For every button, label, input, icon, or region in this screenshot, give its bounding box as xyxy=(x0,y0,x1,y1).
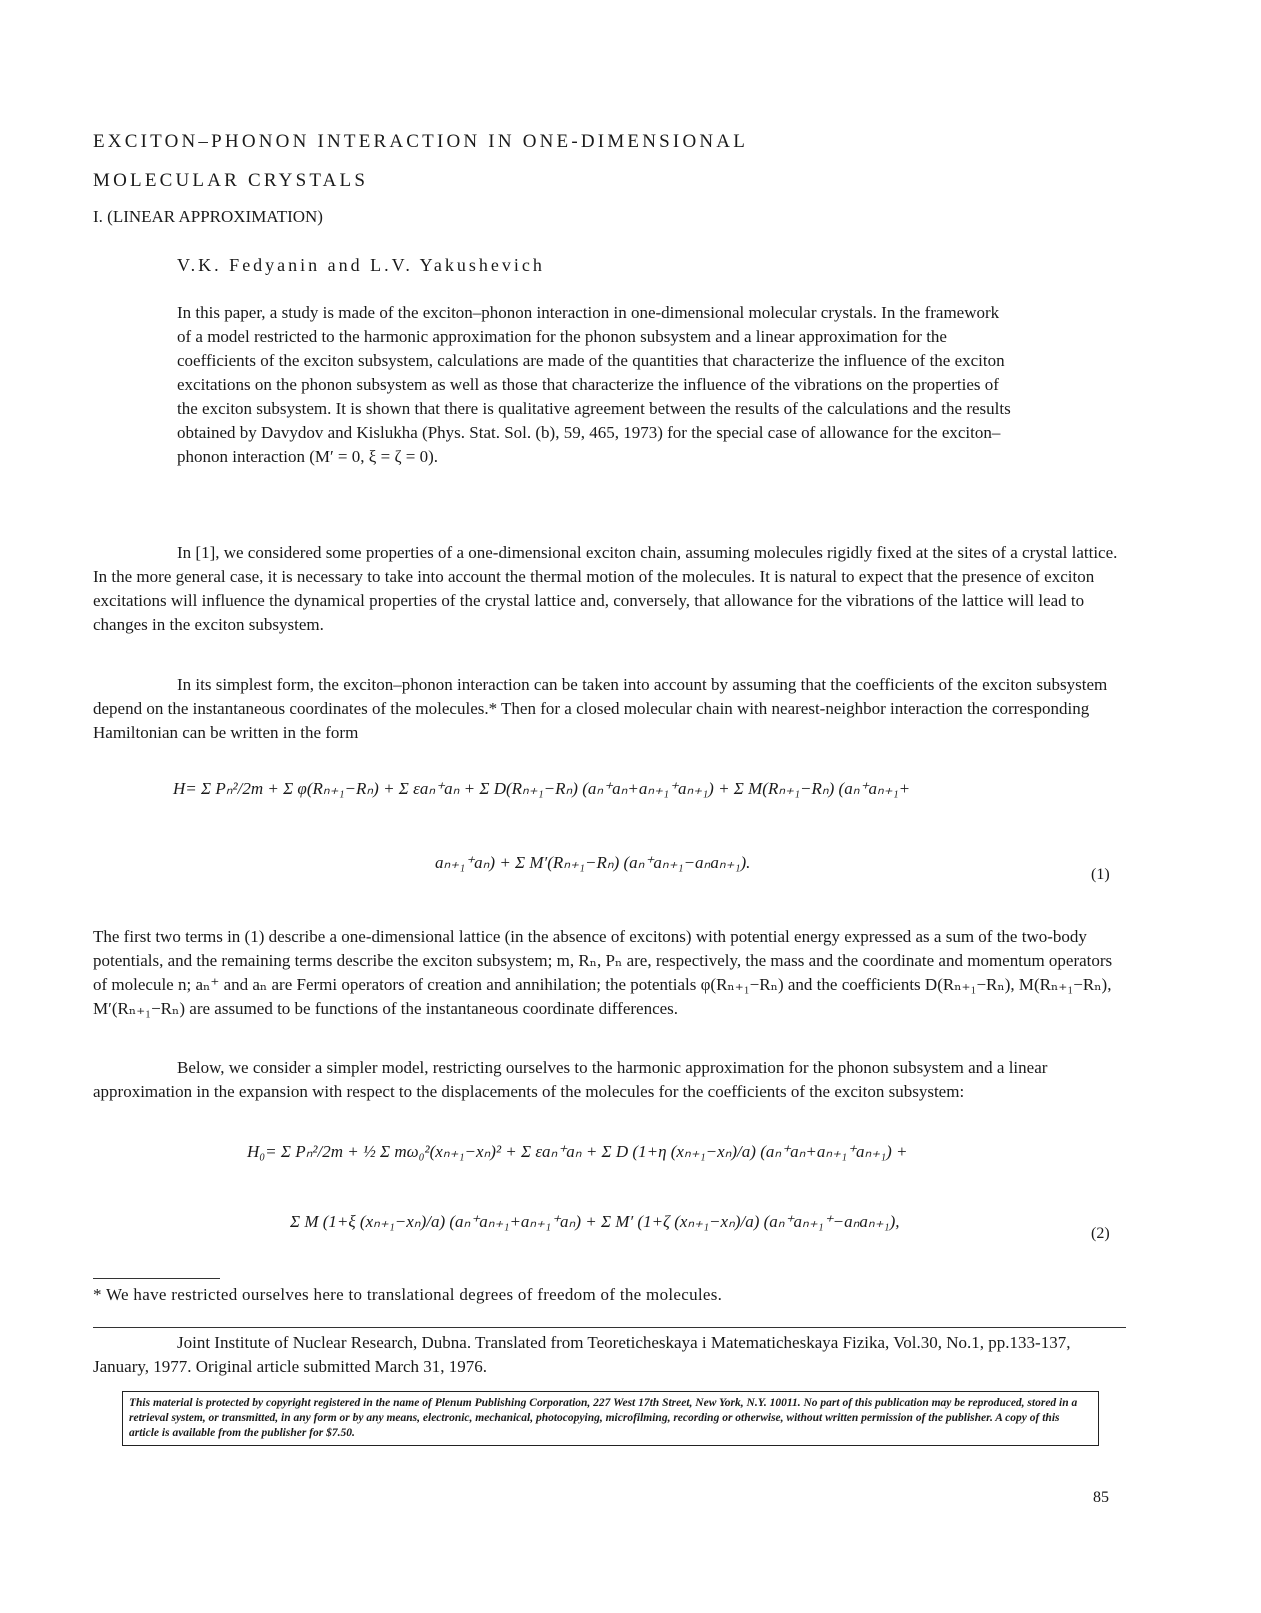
equation-1-line-2: aₙ₊₁⁺aₙ) + Σ M′(Rₙ₊₁−Rₙ) (aₙ⁺aₙ₊₁−aₙaₙ₊₁). xyxy=(435,853,751,872)
page-number: 85 xyxy=(1093,1489,1109,1506)
affiliation xyxy=(93,1331,1123,1379)
equation-2-line-1: H₀= Σ Pₙ²/2m + ½ Σ mω₀²(xₙ₊₁−xₙ)² + Σ εaₙ⁺aₙ + Σ D (1+η (xₙ₊₁−xₙ)/a) (aₙ⁺aₙ+aₙ₊₁⁺aₙ₊₁) + xyxy=(247,1142,908,1161)
paragraph-4-text: Below, we consider a simpler model, restricting ourselves to the harmonic approximation for the phonon subsystem and a linear approximation in the expansion with respect to the displacements of the molecules for the coefficients of the exciton subsystem: xyxy=(93,1058,1048,1101)
paragraph-2-text: In its simplest form, the exciton–phonon interaction can be taken into account by assuming that the coefficients of the exciton subsystem depend on the instantaneous coordinates of the molecules.* Then for a closed molecular chain with nearest-neighbor interaction the corresponding Hamiltonian can be written in the form xyxy=(93,675,1108,742)
affiliation-text: Joint Institute of Nuclear Research, Dubna. Translated from Teoreticheskaya i Matematicheskaya Fizika, Vol.30, No.1, pp.133-137, January, 1977. Original article submitted March 31, 1976. xyxy=(93,1333,1071,1376)
authors: V.K. Fedyanin and L.V. Yakushevich xyxy=(177,255,545,275)
title-line-1: EXCITON–PHONON INTERACTION IN ONE-DIMENSIONAL xyxy=(93,131,749,152)
paragraph-4 xyxy=(93,1056,1123,1104)
equation-1-number: (1) xyxy=(1091,866,1110,883)
paragraph-2 xyxy=(93,673,1123,745)
paragraph-1-text: In [1], we considered some properties of a one-dimensional exciton chain, assuming molecules rigidly fixed at the sites of a crystal lattice. In the more general case, it is necessary to take into account the thermal motion of the molecules. It is natural to expect that the presence of exciton excitations will influence the dynamical properties of the crystal lattice and, conversely, that allowance for the vibrations of the lattice will lead to changes in the exciton subsystem. xyxy=(93,543,1118,634)
equation-2-number: (2) xyxy=(1091,1225,1110,1242)
footnote: * We have restricted ourselves here to translational degrees of freedom of the molecules. xyxy=(93,1285,723,1304)
copyright-notice: This material is protected by copyright registered in the name of Plenum Publishing Corporation, 227 West 17th Street, New York, N.Y. 10011. No part of this publication may be reproduced, stored in a retrieval system, or transmitted, in any form or by any means, electronic, mechanical, photocopying, microfilming, recording or otherwise, without written permission of the publisher. A copy of this article is available from the publisher for $7.50. xyxy=(122,1391,1099,1446)
paragraph-3-text: The first two terms in (1) describe a one-dimensional lattice (in the absence of excitons) with potential energy expressed as a sum of the two-body potentials, and the remaining terms describe the exciton subsystem; m, Rₙ, Pₙ are, respectively, the mass and the coordinate and momentum operators of molecule n; aₙ⁺ and aₙ are Fermi operators of creation and annihilation; the potentials φ(Rₙ₊₁−Rₙ) and the coefficients D(Rₙ₊₁−Rₙ), M(Rₙ₊₁−Rₙ), M′(Rₙ₊₁−Rₙ) are assumed to be functions of the instantaneous coordinate differences. xyxy=(93,927,1113,1018)
abstract-text: In this paper, a study is made of the exciton–phonon interaction in one-dimensional molecular crystals. In the framework of a model restricted to the harmonic approximation for the phonon subsystem and a linear approximation for the coefficients of the exciton subsystem, calculations are made of the quantities that characterize the influence of the exciton excitations on the phonon subsystem as well as those that characterize the influence of the vibrations on the properties of the exciton subsystem. It is shown that there is qualitative agreement between the results of the calculations and the results obtained by Davydov and Kislukha (Phys. Stat. Sol. (b), 59, 465, 1973) for the special case of allowance for the exciton–phonon interaction (M′ = 0, ξ = ζ = 0). xyxy=(177,303,1011,466)
abstract xyxy=(177,301,1017,469)
equation-1-line-1: H= Σ Pₙ²/2m + Σ φ(Rₙ₊₁−Rₙ) + Σ εaₙ⁺aₙ + Σ D(Rₙ₊₁−Rₙ) (aₙ⁺aₙ+aₙ₊₁⁺aₙ₊₁) + Σ M(Rₙ₊₁−Rₙ) (aₙ⁺aₙ₊₁+ xyxy=(173,779,911,798)
footnote-rule xyxy=(93,1278,220,1279)
paragraph-3 xyxy=(93,925,1123,1021)
title-part: I. (LINEAR APPROXIMATION) xyxy=(93,207,323,226)
paragraph-1 xyxy=(93,541,1123,637)
title-line-2: MOLECULAR CRYSTALS xyxy=(93,170,369,191)
affiliation-rule xyxy=(93,1327,1126,1328)
equation-2-line-2: Σ M (1+ξ (xₙ₊₁−xₙ)/a) (aₙ⁺aₙ₊₁+aₙ₊₁⁺aₙ) + Σ M′ (1+ζ (xₙ₊₁−xₙ)/a) (aₙ⁺aₙ₊₁⁺−aₙaₙ₊₁), xyxy=(290,1212,900,1231)
